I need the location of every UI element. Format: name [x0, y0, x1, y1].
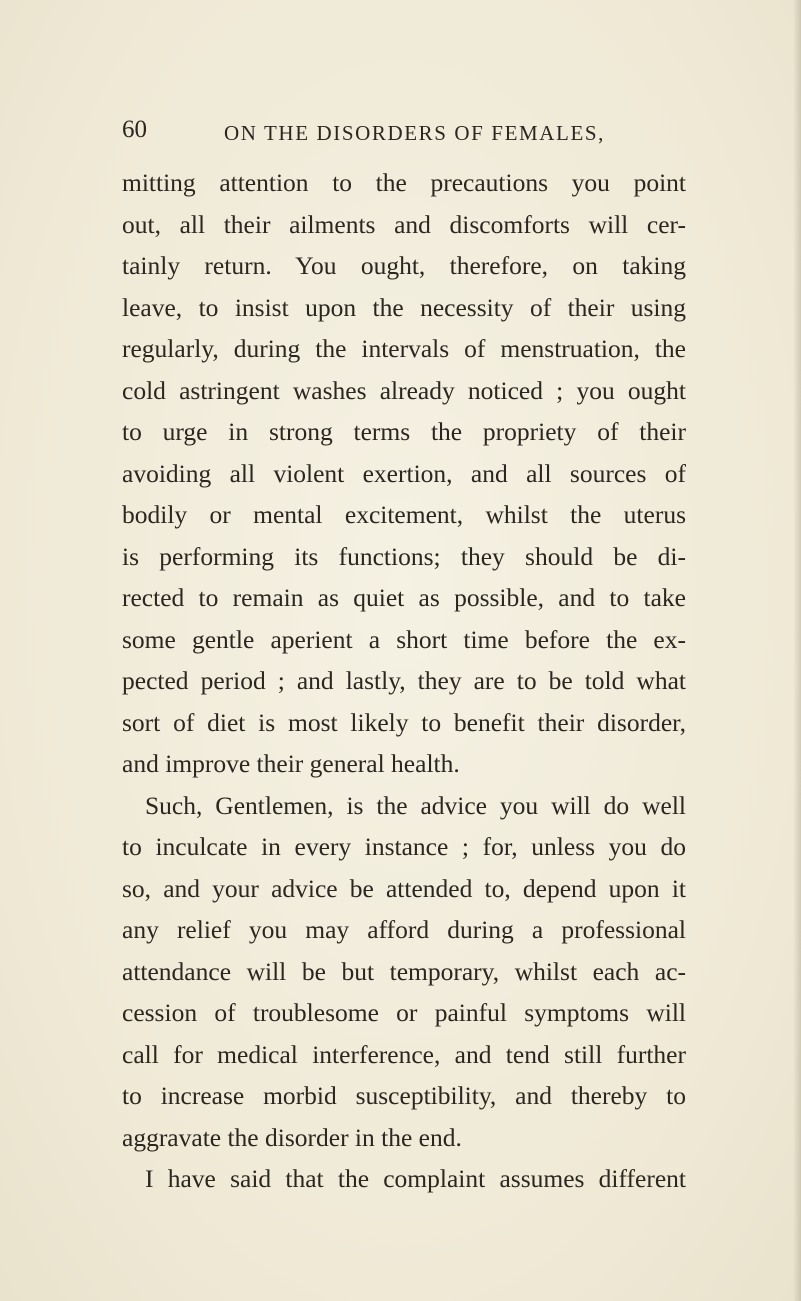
text-line: call for medical interference, and tend still further [122, 1039, 686, 1069]
text-line: sort of diet is most likely to benefit their disorder, [122, 707, 686, 737]
text-line: leave, to insist upon the necessity of their using [122, 292, 686, 322]
text-line: is performing its functions; they should be di- [122, 541, 686, 571]
page-edge-shadow [793, 0, 801, 1301]
text-line: aggravate the disorder in the end. [122, 1122, 462, 1152]
text-line: attendance will be but temporary, whilst each ac- [122, 956, 686, 986]
page-number: 60 [122, 116, 147, 143]
text-line: avoiding all violent exertion, and all sources of [122, 458, 686, 488]
text-line: to urge in strong terms the propriety of their [122, 417, 686, 446]
text-line: cold astringent washes already noticed ; you ought [122, 375, 686, 405]
text-line: so, and your advice be attended to, depend upon it [122, 873, 686, 903]
text-line: cession of troublesome or painful symptoms will [122, 998, 686, 1027]
body-text [122, 162, 686, 1200]
text-line: regularly, during the intervals of menstruation, the [122, 334, 686, 363]
text-line: to increase morbid susceptibility, and thereby to [122, 1081, 686, 1110]
text-line: any relief you may afford during a professional [122, 915, 686, 944]
text-line: some gentle aperient a short time before the ex- [122, 624, 686, 654]
text-line: I have said that the complaint assumes different [145, 1164, 686, 1193]
text-line: tainly return. You ought, therefore, on taking [122, 251, 686, 280]
text-line: bodily or mental excitement, whilst the uterus [122, 500, 686, 529]
text-line: mitting attention to the precautions you point [122, 168, 686, 197]
text-line: and improve their general health. [122, 749, 460, 778]
text-line: to inculcate in every instance ; for, unless you do [122, 832, 686, 861]
text-line: Such, Gentlemen, is the advice you will do well [145, 790, 686, 820]
text-line: out, all their ailments and discomforts will cer- [122, 209, 686, 239]
page-header [122, 116, 642, 146]
running-head: ON THE DISORDERS OF FEMALES, [224, 121, 606, 145]
text-line: rected to remain as quiet as possible, and to take [122, 583, 686, 612]
text-line: pected period ; and lastly, they are to be told what [122, 666, 686, 695]
